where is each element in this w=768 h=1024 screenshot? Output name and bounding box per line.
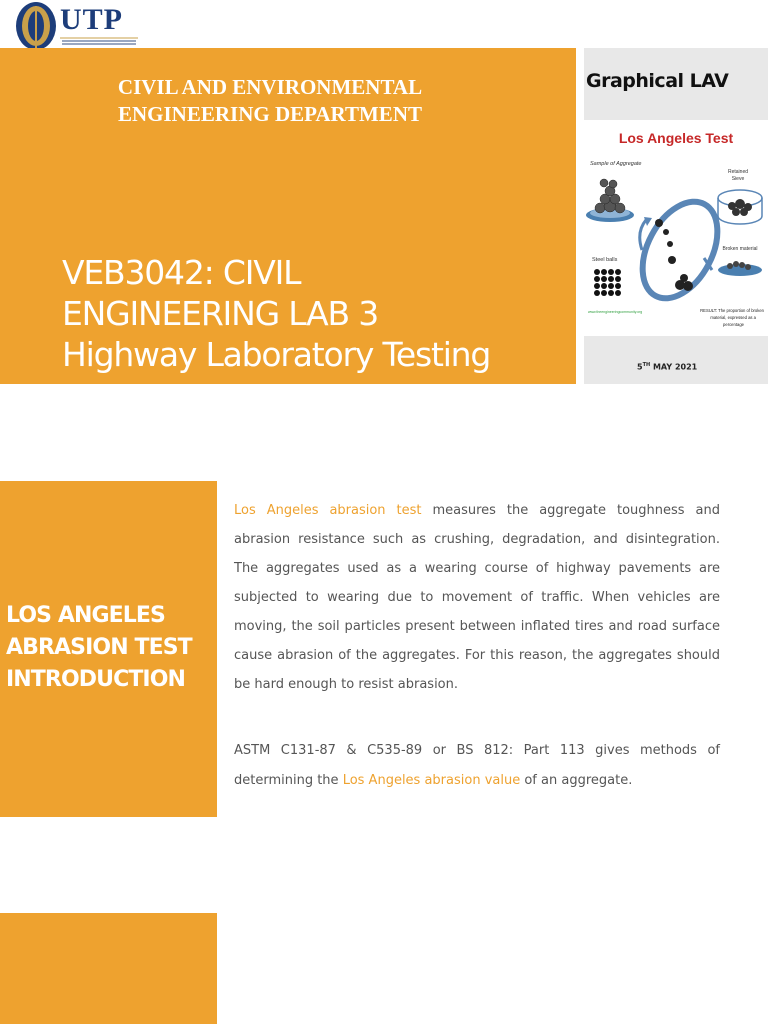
diagram-retained-label-1: Retained xyxy=(727,169,749,175)
logo-subtitle-graphic xyxy=(60,36,138,46)
retained-aggregate-icon xyxy=(728,199,752,216)
introduction-paragraph xyxy=(234,496,720,699)
standards-text-end: of an aggregate. xyxy=(520,772,633,788)
course-line-3: Highway Laboratory Testing xyxy=(62,335,491,374)
steel-balls-icon xyxy=(594,269,621,296)
section-title-line-3: INTRODUCTION xyxy=(6,667,186,692)
section-title-line-2: ABRASION TEST xyxy=(6,635,192,660)
diagram-steel-label: Steel balls xyxy=(592,257,618,263)
los-angeles-test-term: Los Angeles abrasion test xyxy=(234,503,422,518)
drum-contents-icon xyxy=(655,219,693,291)
la-abrasion-value-term: Los Angeles abrasion value xyxy=(342,772,521,788)
standards-paragraph xyxy=(234,736,720,795)
diagram-retained-label-2: Sieve xyxy=(731,176,745,182)
diagram-title: Los Angeles Test xyxy=(618,130,734,146)
abrasion-drum-icon xyxy=(627,189,732,311)
department-title xyxy=(0,74,540,128)
standards-text: ASTM C131-87 & C535-89 or BS 812: Part 113 gives methods of determining the xyxy=(234,743,720,788)
presentation-date: 5TH MAY 2021 xyxy=(637,362,698,372)
logo-wordmark: UTP xyxy=(60,3,123,36)
diagram-result-line-2: material, expressed as a xyxy=(710,315,756,320)
los-angeles-test-diagram xyxy=(584,120,768,336)
diagram-site-label: www.theengineeringcommunity.org xyxy=(588,310,643,314)
section-title xyxy=(6,600,216,696)
side-panel-title: Graphical LAV xyxy=(586,70,729,92)
diagram-broken-label: Broken material xyxy=(722,246,758,252)
diagram-sample-label: Sample of Aggregate xyxy=(590,161,642,167)
course-title xyxy=(62,252,490,375)
diagram-result-line-1: RESULT: The proportion of broken xyxy=(700,308,764,313)
diagram-result-line-3: percentage xyxy=(723,322,744,327)
department-line-2: ENGINEERING DEPARTMENT xyxy=(118,102,422,126)
aggregate-pile-icon xyxy=(595,179,625,213)
introduction-text: measures the aggregate toughness and abrasion resistance such as crushing, degradation, and disintegration. The aggregates used as a wearing course of highway pavements are subjected to wearing due to movement of traffic. When vehicles are moving, the soil particles present between inflated tires and road surface cause abrasion of the aggregates. For this reason, the aggregates should be hard enough to resist abrasion. xyxy=(234,503,720,692)
section-title-line-1: LOS ANGELES xyxy=(6,603,165,628)
course-line-2: ENGINEERING LAB 3 xyxy=(62,294,379,333)
course-line-1: VEB3042: CIVIL xyxy=(62,253,301,292)
next-slide-title-block xyxy=(0,913,217,1024)
department-line-1: CIVIL AND ENVIRONMENTAL xyxy=(117,75,423,99)
utp-emblem-icon xyxy=(14,0,62,52)
